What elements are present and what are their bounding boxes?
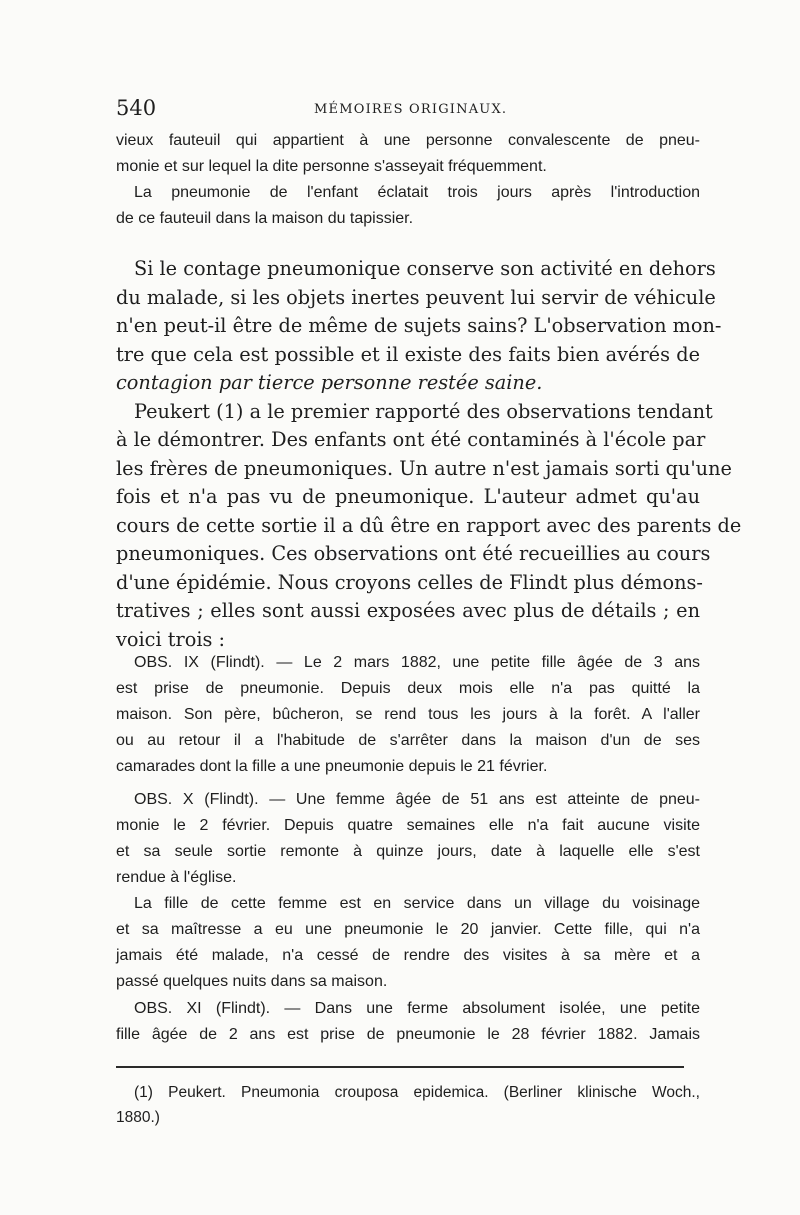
page-number: 540 <box>116 96 157 120</box>
observation-x <box>116 787 700 995</box>
text-line-italic: contagion par tierce personne restée saine. <box>116 371 543 394</box>
text-line: ou au retour il a l'habitude de s'arrêter dans la maison d'un de ses <box>116 732 700 749</box>
text-line: Si le contage pneumonique conserve son activité en dehors <box>134 257 716 280</box>
text-line: OBS. X (Flindt). — Une femme âgée de 51 ans est atteinte de pneu- <box>134 791 700 808</box>
observation-ix <box>116 650 700 780</box>
text-line: fois et n'a pas vu de pneumonique. L'auteur admet qu'au <box>116 485 700 508</box>
page-header <box>116 96 700 124</box>
text-line: rendue à l'église. <box>116 869 237 886</box>
text-line: tre que cela est possible et il existe des faits bien avérés de <box>116 342 700 366</box>
text-line: OBS. IX (Flindt). — Le 2 mars 1882, une petite fille âgée de 3 ans <box>134 654 700 671</box>
running-head: MÉMOIRES ORIGINAUX. <box>314 102 508 117</box>
text-line: pneumoniques. Ces observations ont été recueillies au cours <box>116 542 711 565</box>
paragraph-contagion <box>116 255 742 654</box>
text-line: La pneumonie de l'enfant éclatait trois jours après l'introduction <box>134 184 700 201</box>
paragraph-fauteuil <box>116 128 700 232</box>
text-line: voici trois : <box>116 627 226 651</box>
text-line: de ce fauteuil dans la maison du tapissier. <box>116 210 414 227</box>
text-line: monie le 2 février. Depuis quatre semaines elle n'a fait aucune visite <box>116 817 700 834</box>
text-line: et sa seule sortie remonte à quinze jours, date à laquelle elle s'est <box>116 843 700 860</box>
text-line: jamais été malade, n'a cessé de rendre des visites à sa mère et a <box>116 947 700 964</box>
text-line: les frères de pneumoniques. Un autre n'est jamais sorti qu'une <box>116 456 732 480</box>
text-line: monie et sur lequel la dite personne s'asseyait fréquemment. <box>116 158 547 175</box>
text-line: cours de cette sortie il a dû être en rapport avec des parents de <box>116 513 742 537</box>
footnote-line: (1) Peukert. Pneumonia crouposa epidemica. (Berliner klinische Woch., <box>134 1084 700 1101</box>
text-line: n'en peut-il être de même de sujets sains? L'observation mon- <box>116 314 722 337</box>
text-line: camarades dont la fille a une pneumonie depuis le 21 février. <box>116 758 548 775</box>
text-line: du malade, si les objets inertes peuvent lui servir de véhicule <box>116 285 716 309</box>
text-line: et sa maîtresse a eu une pneumonie le 20 janvier. Cette fille, qui n'a <box>116 921 700 938</box>
text-line: maison. Son père, bûcheron, se rend tous les jours à la forêt. A l'aller <box>116 706 700 723</box>
text-line: tratives ; elles sont aussi exposées avec plus de détails ; en <box>116 599 700 622</box>
text-line: La fille de cette femme est en service dans un village du voisinage <box>134 895 700 912</box>
footnote-rule <box>116 1066 684 1068</box>
footnote <box>116 1080 700 1130</box>
observation-xi <box>116 996 700 1048</box>
text-line: fille âgée de 2 ans est prise de pneumonie le 28 février 1882. Jamais <box>116 1026 700 1043</box>
footnote-line: 1880.) <box>116 1109 160 1126</box>
text-line: est prise de pneumonie. Depuis deux mois elle n'a pas quitté la <box>116 680 700 697</box>
text-line: à le démontrer. Des enfants ont été contaminés à l'école par <box>116 428 706 451</box>
text-line: d'une épidémie. Nous croyons celles de Flindt plus démons- <box>116 570 703 594</box>
text-line: passé quelques nuits dans sa maison. <box>116 973 388 990</box>
text-line: vieux fauteuil qui appartient à une personne convalescente de pneu- <box>116 132 700 149</box>
text-line: Peukert (1) a le premier rapporté des observations tendant <box>134 399 713 423</box>
text-line: OBS. XI (Flindt). — Dans une ferme absolument isolée, une petite <box>134 1000 700 1017</box>
